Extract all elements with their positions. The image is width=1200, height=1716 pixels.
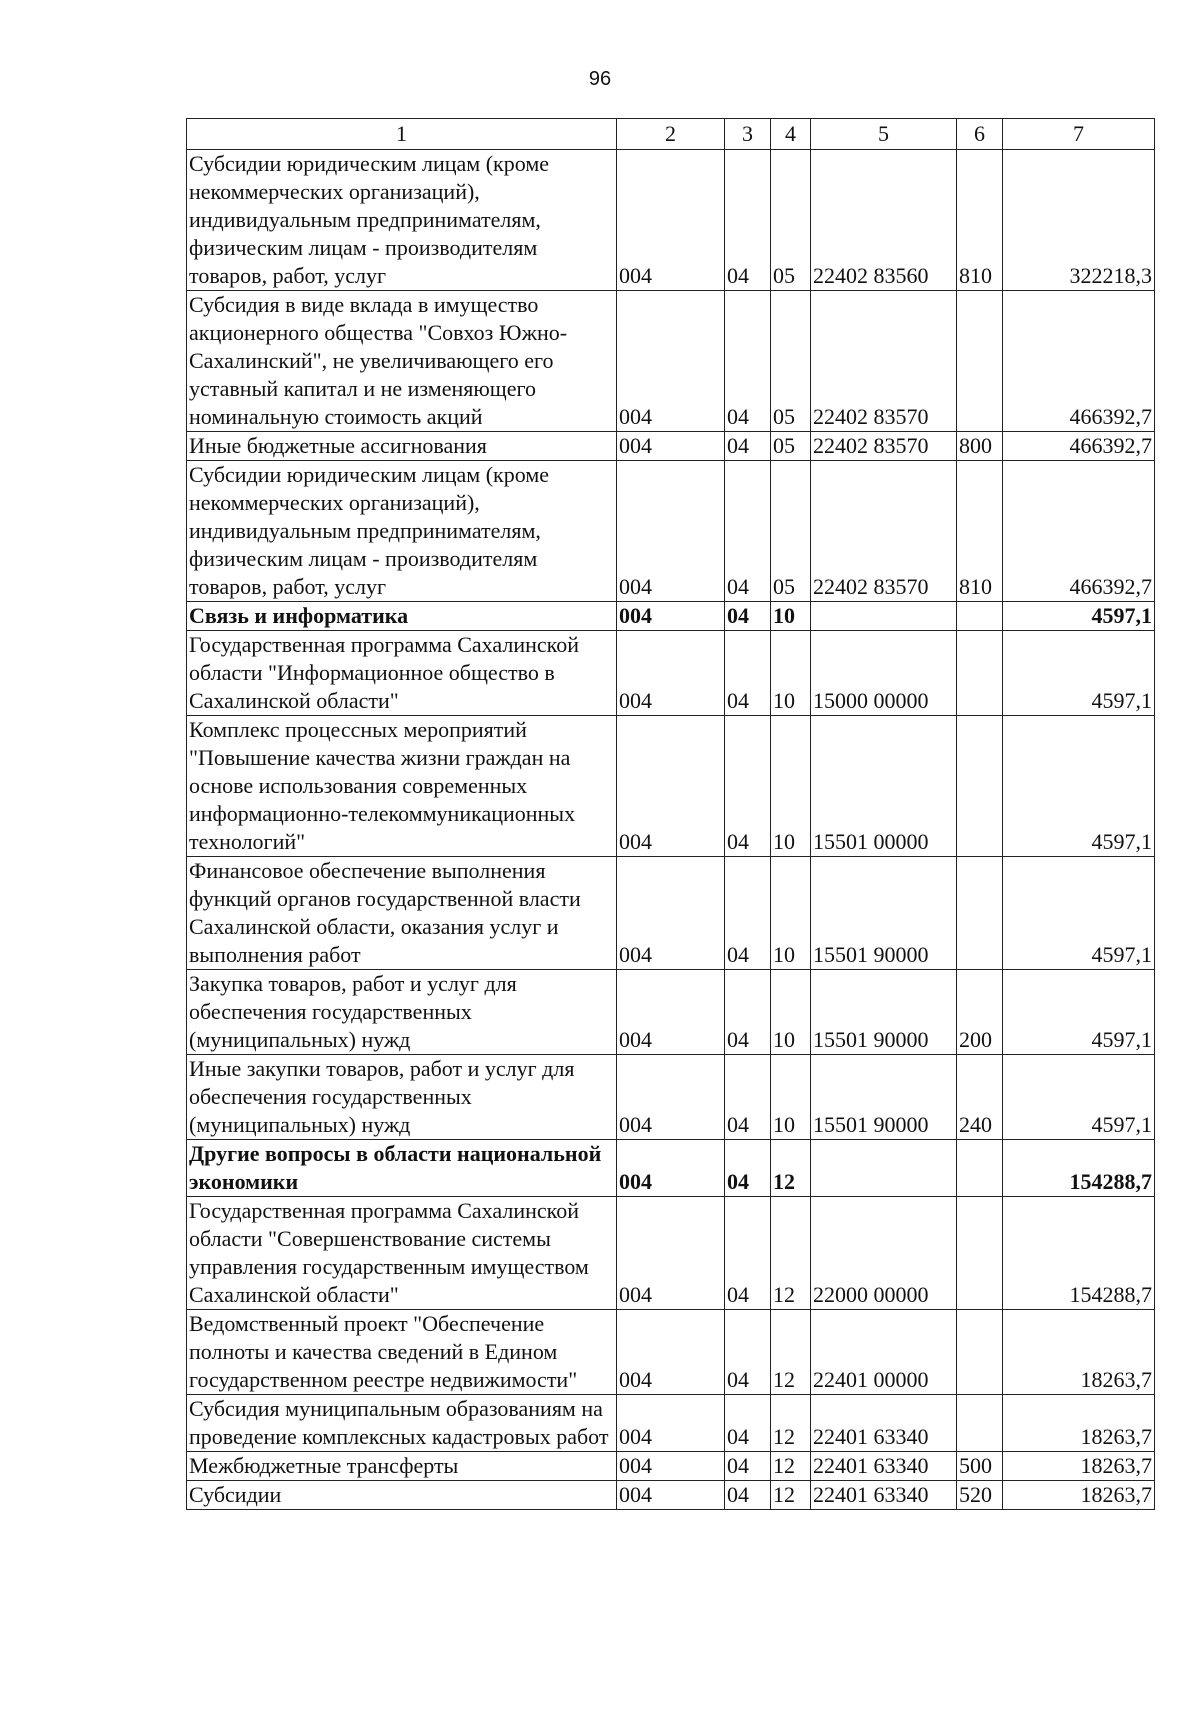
row-name-cell: Межбюджетные трансферты <box>187 1452 617 1481</box>
row-gr-cell: 004 <box>617 716 725 857</box>
row-vr-cell: 520 <box>957 1481 1003 1510</box>
table-row <box>187 1140 1155 1197</box>
row-name-cell: Субсидия муниципальным образованиям на проведение комплексных кадастровых работ <box>187 1395 617 1452</box>
row-gr-cell: 004 <box>617 1395 725 1452</box>
row-name-cell: Субсидии <box>187 1481 617 1510</box>
row-name-cell: Закупка товаров, работ и услуг для обеспечения государственных (муниципальных) нужд <box>187 970 617 1055</box>
row-gr-cell: 004 <box>617 150 725 291</box>
column-header: 7 <box>1003 119 1155 150</box>
row-pr-cell: 05 <box>771 291 811 432</box>
row-pr-cell: 10 <box>771 1055 811 1140</box>
table-row <box>187 716 1155 857</box>
row-sum-cell: 18263,7 <box>1003 1310 1155 1395</box>
row-vr-cell <box>957 1140 1003 1197</box>
table-row <box>187 857 1155 970</box>
row-sum-cell: 466392,7 <box>1003 432 1155 461</box>
row-gr-cell: 004 <box>617 631 725 716</box>
row-csr-cell: 22402 83560 <box>811 150 957 291</box>
row-gr-cell: 004 <box>617 461 725 602</box>
row-rz-cell: 04 <box>725 716 771 857</box>
row-csr-cell: 22402 83570 <box>811 291 957 432</box>
row-vr-cell: 240 <box>957 1055 1003 1140</box>
row-vr-cell: 810 <box>957 150 1003 291</box>
table-row <box>187 432 1155 461</box>
row-csr-cell: 22401 63340 <box>811 1452 957 1481</box>
column-header: 5 <box>811 119 957 150</box>
row-vr-cell <box>957 631 1003 716</box>
row-gr-cell: 004 <box>617 602 725 631</box>
row-csr-cell: 15501 90000 <box>811 1055 957 1140</box>
row-sum-cell: 18263,7 <box>1003 1481 1155 1510</box>
row-csr-cell <box>811 1140 957 1197</box>
row-rz-cell: 04 <box>725 1481 771 1510</box>
row-csr-cell: 15501 00000 <box>811 716 957 857</box>
row-sum-cell: 4597,1 <box>1003 631 1155 716</box>
table-row <box>187 1055 1155 1140</box>
table-row <box>187 150 1155 291</box>
row-name-cell: Субсидия в виде вклада в имущество акционерного общества "Совхоз Южно-Сахалинский", не увеличивающего его уставный капитал и не изменяющего номинальную стоимость акций <box>187 291 617 432</box>
row-csr-cell: 22402 83570 <box>811 432 957 461</box>
row-rz-cell: 04 <box>725 291 771 432</box>
row-csr-cell: 22401 63340 <box>811 1481 957 1510</box>
column-header: 4 <box>771 119 811 150</box>
row-vr-cell <box>957 1197 1003 1310</box>
column-header: 1 <box>187 119 617 150</box>
table-row <box>187 631 1155 716</box>
row-sum-cell: 4597,1 <box>1003 602 1155 631</box>
budget-table <box>186 118 1155 1510</box>
row-name-cell: Субсидии юридическим лицам (кроме некоммерческих организаций), индивидуальным предпринимателям, физическим лицам - производителям товаров, работ, услуг <box>187 461 617 602</box>
row-csr-cell: 22401 63340 <box>811 1395 957 1452</box>
table-row <box>187 1481 1155 1510</box>
row-csr-cell <box>811 602 957 631</box>
row-pr-cell: 12 <box>771 1481 811 1510</box>
row-sum-cell: 466392,7 <box>1003 461 1155 602</box>
row-rz-cell: 04 <box>725 1140 771 1197</box>
row-pr-cell: 10 <box>771 631 811 716</box>
row-name-cell: Комплекс процессных мероприятий "Повышение качества жизни граждан на основе использования современных информационно-телекоммуникационных технологий" <box>187 716 617 857</box>
row-vr-cell <box>957 602 1003 631</box>
row-pr-cell: 12 <box>771 1310 811 1395</box>
row-pr-cell: 05 <box>771 150 811 291</box>
row-rz-cell: 04 <box>725 1452 771 1481</box>
row-name-cell: Субсидии юридическим лицам (кроме некоммерческих организаций), индивидуальным предпринимателям, физическим лицам - производителям товаров, работ, услуг <box>187 150 617 291</box>
row-pr-cell: 05 <box>771 432 811 461</box>
row-name-cell: Другие вопросы в области национальной экономики <box>187 1140 617 1197</box>
column-header: 2 <box>617 119 725 150</box>
row-pr-cell: 12 <box>771 1452 811 1481</box>
row-name-cell: Государственная программа Сахалинской области "Совершенствование системы управления государственным имуществом Сахалинской области" <box>187 1197 617 1310</box>
row-rz-cell: 04 <box>725 857 771 970</box>
row-csr-cell: 22402 83570 <box>811 461 957 602</box>
row-sum-cell: 4597,1 <box>1003 970 1155 1055</box>
row-rz-cell: 04 <box>725 1197 771 1310</box>
row-sum-cell: 466392,7 <box>1003 291 1155 432</box>
table-row <box>187 1395 1155 1452</box>
row-vr-cell <box>957 291 1003 432</box>
row-csr-cell: 15000 00000 <box>811 631 957 716</box>
row-name-cell: Иные закупки товаров, работ и услуг для обеспечения государственных (муниципальных) нужд <box>187 1055 617 1140</box>
row-gr-cell: 004 <box>617 970 725 1055</box>
row-gr-cell: 004 <box>617 1481 725 1510</box>
row-gr-cell: 004 <box>617 291 725 432</box>
row-pr-cell: 12 <box>771 1395 811 1452</box>
row-csr-cell: 15501 90000 <box>811 970 957 1055</box>
row-sum-cell: 18263,7 <box>1003 1395 1155 1452</box>
row-gr-cell: 004 <box>617 1310 725 1395</box>
row-name-cell: Иные бюджетные ассигнования <box>187 432 617 461</box>
row-vr-cell: 810 <box>957 461 1003 602</box>
row-sum-cell: 154288,7 <box>1003 1197 1155 1310</box>
row-vr-cell: 800 <box>957 432 1003 461</box>
row-csr-cell: 22000 00000 <box>811 1197 957 1310</box>
row-pr-cell: 10 <box>771 970 811 1055</box>
row-rz-cell: 04 <box>725 602 771 631</box>
row-rz-cell: 04 <box>725 150 771 291</box>
page-number: 96 <box>588 68 612 90</box>
row-gr-cell: 004 <box>617 1452 725 1481</box>
row-rz-cell: 04 <box>725 432 771 461</box>
table-row <box>187 1197 1155 1310</box>
row-name-cell: Ведомственный проект "Обеспечение полноты и качества сведений в Едином государственном реестре недвижимости" <box>187 1310 617 1395</box>
row-gr-cell: 004 <box>617 857 725 970</box>
row-rz-cell: 04 <box>725 461 771 602</box>
table-row <box>187 461 1155 602</box>
row-vr-cell <box>957 857 1003 970</box>
row-vr-cell <box>957 1310 1003 1395</box>
row-sum-cell: 322218,3 <box>1003 150 1155 291</box>
row-gr-cell: 004 <box>617 1055 725 1140</box>
row-vr-cell: 500 <box>957 1452 1003 1481</box>
row-sum-cell: 18263,7 <box>1003 1452 1155 1481</box>
row-pr-cell: 10 <box>771 602 811 631</box>
row-pr-cell: 12 <box>771 1140 811 1197</box>
row-rz-cell: 04 <box>725 1310 771 1395</box>
row-name-cell: Финансовое обеспечение выполнения функций органов государственной власти Сахалинской области, оказания услуг и выполнения работ <box>187 857 617 970</box>
row-sum-cell: 4597,1 <box>1003 716 1155 857</box>
row-sum-cell: 154288,7 <box>1003 1140 1155 1197</box>
row-rz-cell: 04 <box>725 1395 771 1452</box>
row-pr-cell: 12 <box>771 1197 811 1310</box>
row-gr-cell: 004 <box>617 432 725 461</box>
table-row <box>187 1452 1155 1481</box>
row-rz-cell: 04 <box>725 1055 771 1140</box>
row-rz-cell: 04 <box>725 970 771 1055</box>
table-header-row <box>187 119 1155 150</box>
column-header: 3 <box>725 119 771 150</box>
table-row <box>187 602 1155 631</box>
column-header: 6 <box>957 119 1003 150</box>
table-row <box>187 1310 1155 1395</box>
row-name-cell: Связь и информатика <box>187 602 617 631</box>
row-pr-cell: 05 <box>771 461 811 602</box>
row-gr-cell: 004 <box>617 1197 725 1310</box>
table-row <box>187 291 1155 432</box>
row-vr-cell: 200 <box>957 970 1003 1055</box>
row-csr-cell: 15501 90000 <box>811 857 957 970</box>
row-vr-cell <box>957 1395 1003 1452</box>
row-pr-cell: 10 <box>771 857 811 970</box>
table-row <box>187 970 1155 1055</box>
row-sum-cell: 4597,1 <box>1003 1055 1155 1140</box>
row-gr-cell: 004 <box>617 1140 725 1197</box>
row-rz-cell: 04 <box>725 631 771 716</box>
row-name-cell: Государственная программа Сахалинской области "Информационное общество в Сахалинской области" <box>187 631 617 716</box>
row-vr-cell <box>957 716 1003 857</box>
row-pr-cell: 10 <box>771 716 811 857</box>
row-csr-cell: 22401 00000 <box>811 1310 957 1395</box>
row-sum-cell: 4597,1 <box>1003 857 1155 970</box>
